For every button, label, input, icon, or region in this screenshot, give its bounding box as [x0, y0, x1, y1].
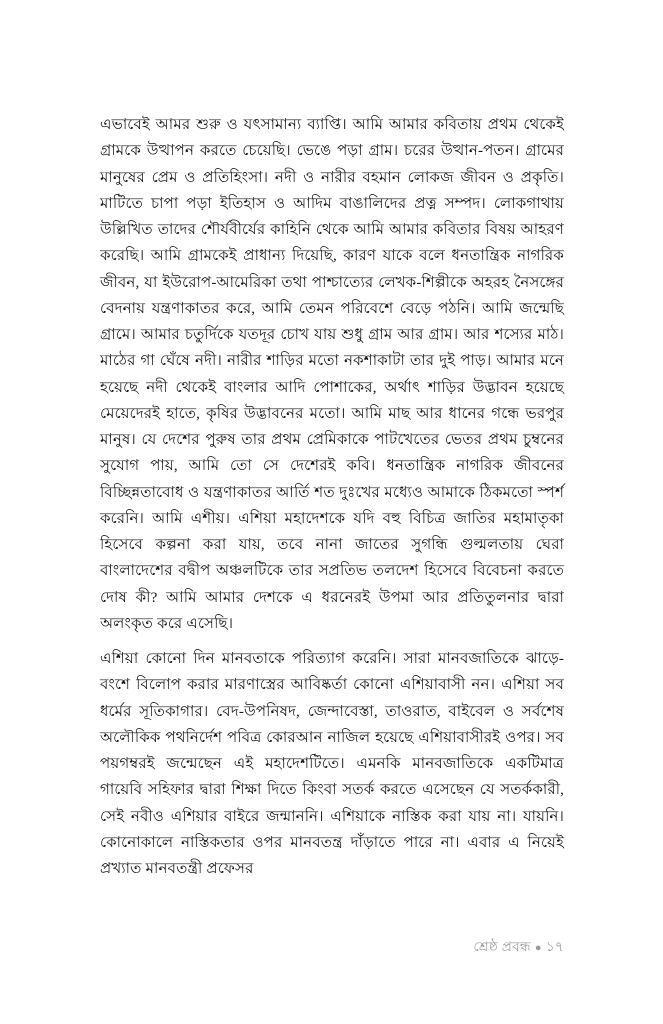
body-paragraph-2: এশিয়া কোনো দিন মানবতাকে পরিত্যাগ করেনি। সারা মানবজাতিকে ঝাড়ে-বংশে বিলোপ করার মারণাস্ত্রের আবিষ্কর্তা কোনো এশিয়াবাসী নন। এশিয়া সব ধর্মের সূতিকাগার। বেদ-উপনিষদ, জেন্দাবেস্তা, তাওরাত, বাইবেল ও সর্বশেষ অলৌকিক পথনির্দেশ পবিত্র কোরআন নাজিল হয়েছে এশিয়াবাসীরই ওপর। সব পয়গম্বরই জন্মেছেন এই মহাদেশটিতে। এমনকি মানবজাতিকে একটিমাত্র গায়েবি সহিফার দ্বারা শিক্ষা দিতে কিংবা সতর্ক করতে এসেছেন যে সতর্ককারী, সেই নবীও এশিয়ার বাইরে জন্মাননি। এশিয়াকে নাস্তিক করা যায় না। যায়নি। কোনোকালে নাস্তিকতার ওপর মানবতন্ত্র দাঁড়াতে পারে না। এবার এ নিয়েই প্রখ্যাত মানবতন্ত্রী প্রফেসর [100, 651, 564, 877]
footer-book-title: শ্রেষ্ঠ প্রবন্ধ [473, 939, 531, 954]
bullet-separator-icon: ● [534, 941, 542, 954]
footer-inner [473, 938, 564, 957]
page-footer [100, 938, 564, 957]
body-paragraph-1: এভাবেই আমর শুরু ও যৎসামান্য ব্যাপ্তি। আমি আমার কবিতায় প্রথম থেকেই গ্রামকে উত্থাপন করতে চেয়েছি। ভেঙে পড়া গ্রাম। চরের উত্থান-পতন। গ্রামের মানুষের প্রেম ও প্রতিহিংসা। নদী ও নারীর বহমান লোকজ জীবন ও প্রকৃতি। মাটিতে চাপা পড়া ইতিহাস ও আদিম বাঙালিদের প্রত্ন সম্পদ। লোকগাথায় উল্লিখিত তাদের শৌর্যবীর্যের কাহিনি থেকে আমি আমার কবিতার বিষয় আহরণ করেছি। আমি গ্রামকেই প্রাধান্য দিয়েছি, কারণ যাকে বলে ধনতান্ত্রিক নাগরিক জীবন, যা ইউরোপ-আমেরিকা তথা পাশ্চাত্যের লেখক-শিল্পীকে অহরহ নৈসঙ্গের বেদনায় যন্ত্রণাকাতর করে, আমি তেমন পরিবেশে বেড়ে পঠনি। আমি জন্মেছি গ্রামে। আমার চতুর্দিকে যতদূর চোখ যায় শুধু গ্রাম আর গ্রাম। আর শস্যের মাঠ। মাঠের গা ঘেঁষে নদী। নারীর শাড়ির মতো নকশাকাটা তার দুই পাড়। আমার মনে হয়েছে নদী থেকেই বাংলার আদি পোশাকের, অর্থাৎ শাড়ির উদ্ভাবন হয়েছে মেয়েদেরই হাতে, কৃষির উদ্ভাবনের মতো। আমি মাছ আর ধানের গন্ধে ভরপুর মানুষ। যে দেশের পুরুষ তার প্রথম প্রেমিকাকে পাটখেতের ভেতর প্রথম চুম্বনের সুযোগ পায়, আমি তো সে দেশেরই কবি। ধনতান্ত্রিক নাগরিক জীবনের বিচ্ছিন্নতাবোধ ও যন্ত্রণাকাতর আর্তি শত দুঃখের মধ্যেও আমাকে ঠিকমতো স্পর্শ করেনি। আমি এশীয়। এশিয়া মহাদেশকে যদি বহু বিচিত্র জাতির মহামাতৃকা হিসেবে কল্পনা করা যায়, তবে নানা জাতের সুগন্ধি গুল্মলতায় ঘেরা বাংলাদেশের বদ্বীপ অঞ্চলটিকে তার সপ্রতিভ তলদেশ হিসেবে বিবেচনা করতে দোষ কী? আমি আমার দেশকে এ ধরনেরই উপমা আর প্রতিতুলনার দ্বারা অলংকৃত করে এসেছি। [100, 117, 564, 632]
page-text-column [100, 112, 564, 882]
footer-page-number: ১৭ [545, 939, 564, 954]
